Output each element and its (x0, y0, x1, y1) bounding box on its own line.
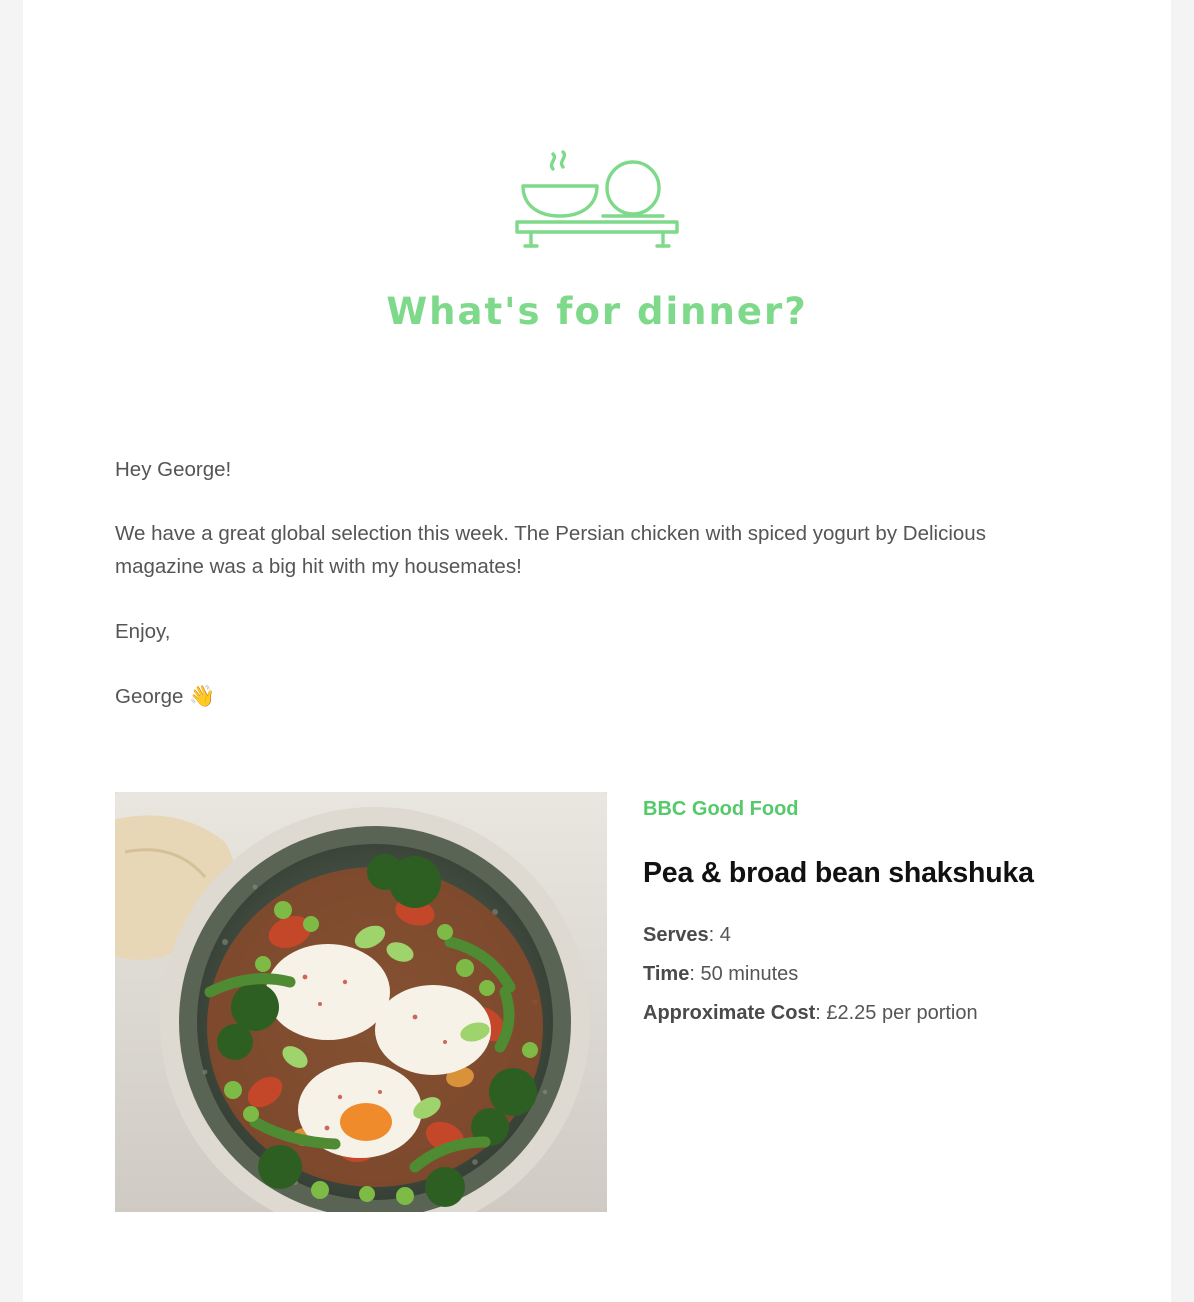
recipe-image (115, 792, 607, 1212)
recipe-title[interactable]: Pea & broad bean shakshuka (643, 857, 1034, 890)
colon: : (689, 963, 701, 986)
colon: : (708, 924, 720, 947)
intro-text: We have a great global selection this week. The Persian chicken with spiced yogurt by Delicious magazine was a big hit with my housemates! (115, 522, 986, 579)
recipe-time-value: 50 minutes (700, 963, 799, 986)
recipe-cost-value: £2.25 per portion (826, 1002, 978, 1025)
recipe-source[interactable]: BBC Good Food (643, 798, 799, 821)
signature-text: George (115, 684, 184, 708)
recipe-time (643, 963, 1079, 986)
top-spacer (23, 0, 1171, 14)
recipe-cost-label: Approximate Cost (643, 1002, 816, 1025)
colon: : (815, 1002, 827, 1025)
recipe-serves (643, 924, 1079, 947)
waving-hand-icon: 👋 (189, 683, 216, 708)
signature-line (115, 679, 1079, 713)
bowls-tray-icon (507, 144, 687, 264)
logo (23, 144, 1171, 264)
recipe-card[interactable] (23, 744, 1171, 1212)
recipe-cost (643, 1002, 1079, 1025)
recipe-serves-label: Serves (643, 924, 709, 947)
header-spacer (23, 333, 1171, 453)
closing-text: Enjoy, (115, 619, 171, 643)
recipe-details (607, 792, 1079, 1041)
email-header (23, 14, 1171, 333)
recipe-time-label: Time (643, 963, 690, 986)
greeting-text: Hey George! (115, 458, 232, 481)
page-title: What's for dinner? (386, 290, 808, 333)
message-body (23, 453, 1171, 713)
email-body (23, 0, 1171, 1302)
recipe-serves-value: 4 (719, 924, 731, 947)
